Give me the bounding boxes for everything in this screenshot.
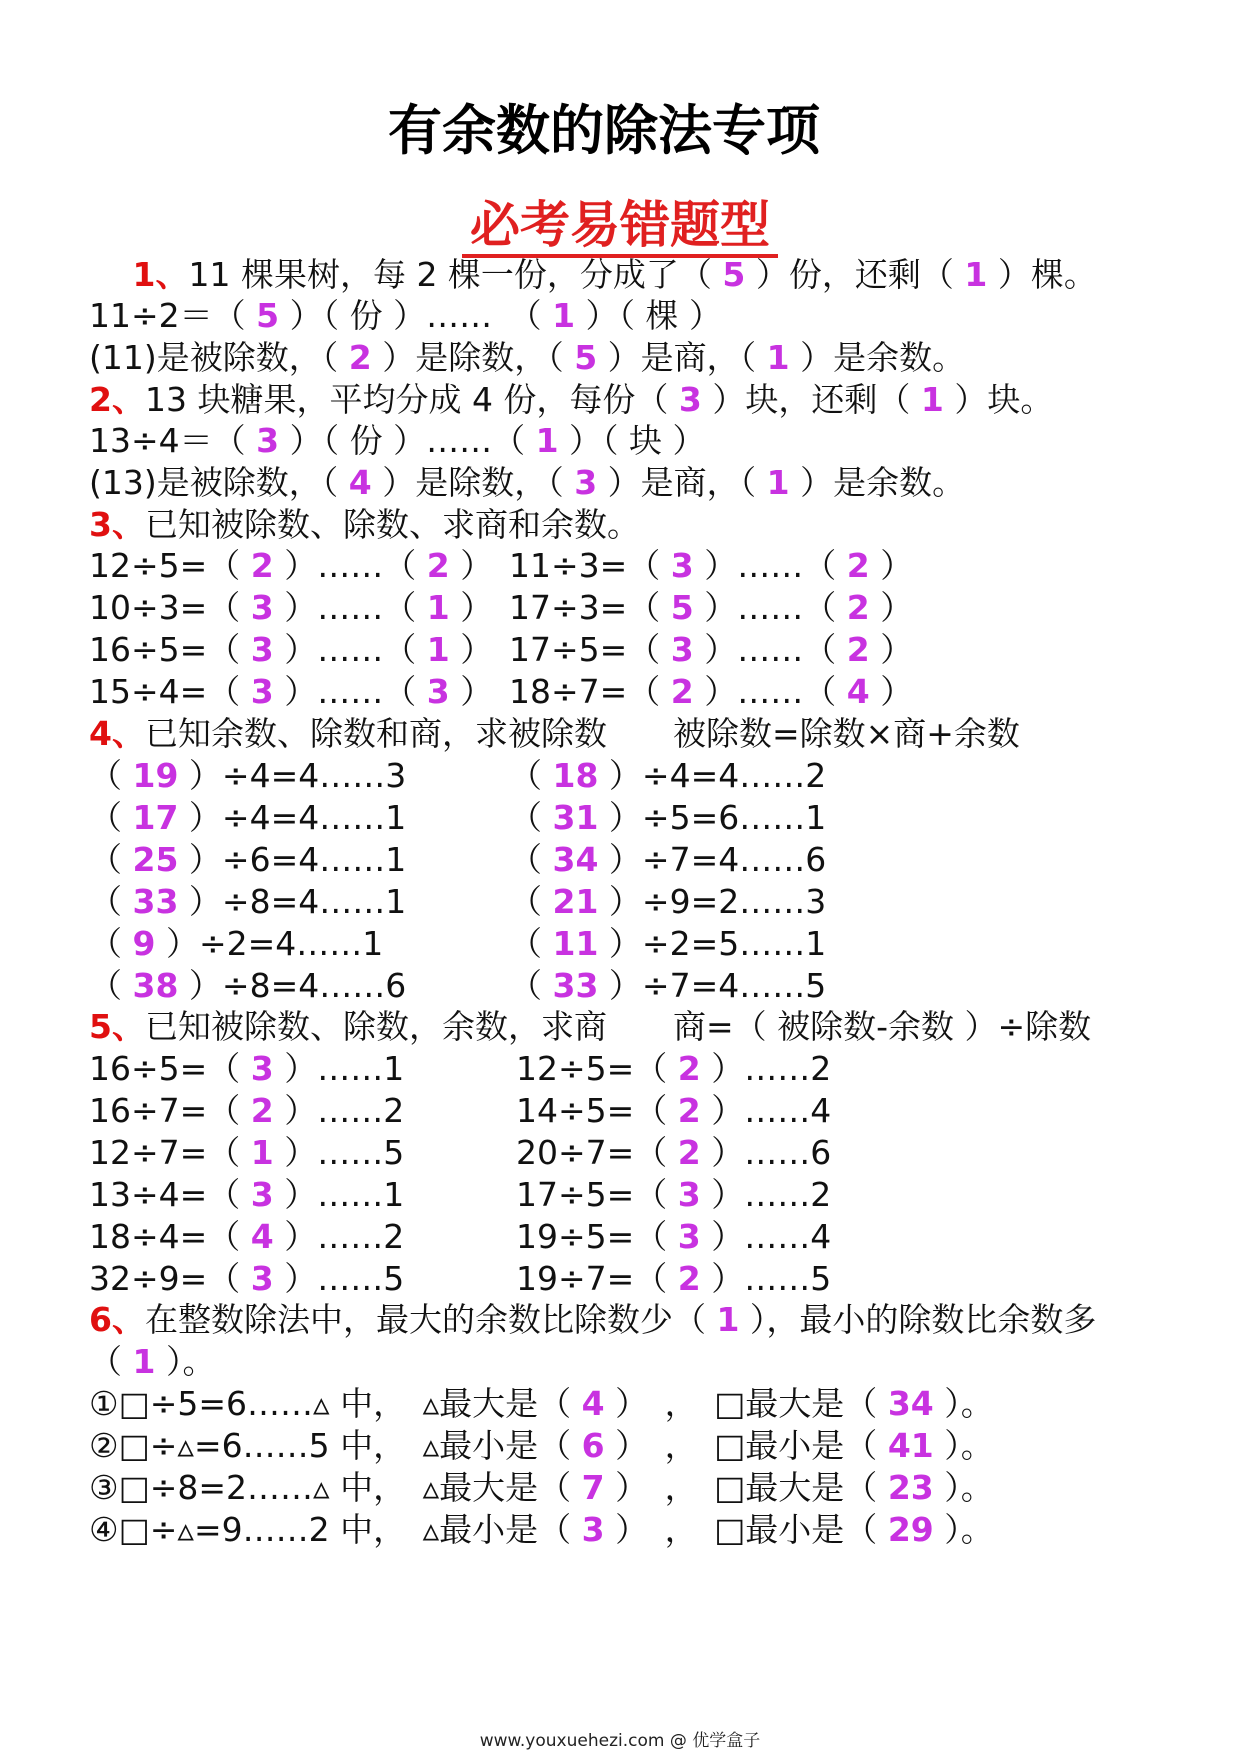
answer-value: 1 [766, 338, 790, 377]
line-text: ）是余数。 [789, 463, 966, 502]
line-text: 11÷2＝（ [89, 296, 257, 335]
line-text: ）……1 [273, 1049, 405, 1088]
line-text: ）。 [155, 1342, 216, 1381]
line-text: ）。 [933, 1384, 994, 1423]
line-text: ） [449, 546, 494, 585]
answer-value: 29 [887, 1510, 934, 1549]
line-text: （ [509, 924, 553, 963]
question-number: 2、 [89, 380, 145, 419]
answer-value: 3 [250, 1259, 274, 1298]
worksheet-line [89, 923, 383, 965]
answer-value: 1 [964, 255, 988, 294]
line-text: （ [509, 798, 553, 837]
worksheet-line [89, 545, 493, 587]
worksheet-line [509, 881, 826, 923]
answer-value: 4 [846, 672, 870, 711]
line-text: 16÷5=（ [89, 630, 251, 669]
worksheet-line [89, 379, 1053, 421]
line-text: ）。 [933, 1510, 994, 1549]
answer-value: 3 [426, 672, 450, 711]
line-text: ）÷2=5……1 [598, 924, 827, 963]
line-text: ）……（ [273, 588, 427, 627]
answer-value: 33 [552, 966, 599, 1005]
worksheet-line [89, 1090, 404, 1132]
worksheet-line [89, 1299, 1096, 1341]
answer-value: 4 [250, 1217, 274, 1256]
answer-value: 7 [581, 1468, 605, 1507]
worksheet-line [509, 545, 913, 587]
answer-value: 1 [426, 630, 450, 669]
worksheet-line [89, 254, 1097, 296]
answer-value: 2 [846, 546, 870, 585]
line-text: ）块。 [943, 380, 1054, 419]
worksheet-line [89, 1383, 994, 1425]
line-text: ） ， □最小是（ [604, 1510, 888, 1549]
line-text: ）÷4=4……1 [178, 798, 407, 837]
answer-value: 2 [677, 1049, 701, 1088]
line-text: ）是除数，（ [371, 463, 575, 502]
line-text: ） ， □最大是（ [604, 1384, 888, 1423]
worksheet-line [89, 1006, 1091, 1048]
line-text: 10÷3=（ [89, 588, 251, 627]
answer-value: 3 [256, 421, 280, 460]
worksheet-line [516, 1132, 831, 1174]
worksheet-line [509, 587, 913, 629]
line-text: ）……（ [273, 546, 427, 585]
answer-value: 38 [132, 966, 179, 1005]
line-text: ） ， □最小是（ [604, 1426, 888, 1465]
worksheet-line [509, 797, 826, 839]
answer-value: 33 [132, 882, 179, 921]
line-text: （ [89, 966, 133, 1005]
line-text: 19÷7=（ [516, 1259, 678, 1298]
line-text: ）÷8=4……1 [178, 882, 407, 921]
answer-value: 2 [250, 546, 274, 585]
answer-value: 2 [348, 338, 372, 377]
answer-value: 3 [250, 672, 274, 711]
worksheet-line [516, 1174, 831, 1216]
worksheet-line [89, 629, 493, 671]
worksheet-line [89, 755, 406, 797]
line-text: 13 块糖果，平均分成 4 份，每份（ [144, 380, 679, 419]
answer-value: 5 [574, 338, 598, 377]
line-text: （ [509, 756, 553, 795]
question-number: 5、 [89, 1007, 145, 1046]
line-text: 17÷5=（ [516, 1175, 678, 1214]
line-text: ）（ 块 ） [558, 421, 706, 460]
answer-value: 1 [920, 380, 944, 419]
line-text: 18÷4=（ [89, 1217, 251, 1256]
line-text: ）……（ [273, 672, 427, 711]
worksheet-line [89, 1425, 994, 1467]
answer-value: 5 [722, 255, 746, 294]
answer-value: 3 [670, 546, 694, 585]
line-text: ）÷6=4……1 [178, 840, 407, 879]
line-text: ）÷7=4……5 [598, 966, 827, 1005]
answer-value: 2 [846, 588, 870, 627]
line-text: ）÷7=4……6 [598, 840, 827, 879]
answer-value: 34 [887, 1384, 934, 1423]
answer-value: 19 [132, 756, 179, 795]
line-text: ）÷4=4……2 [598, 756, 827, 795]
line-text: ③□÷8=2……▵ 中， ▵最大是（ [89, 1468, 582, 1507]
answer-value: 5 [670, 588, 694, 627]
line-text: 已知余数、除数和商，求被除数 被除数=除数×商+余数 [144, 714, 1020, 753]
answer-value: 34 [552, 840, 599, 879]
worksheet-line [516, 1258, 831, 1300]
line-text: ） [869, 546, 914, 585]
worksheet-line [509, 629, 913, 671]
answer-value: 2 [846, 630, 870, 669]
answer-value: 3 [677, 1217, 701, 1256]
worksheet-line [516, 1048, 831, 1090]
answer-value: 41 [887, 1426, 934, 1465]
worksheet-line [516, 1090, 831, 1132]
worksheet-line [509, 965, 826, 1007]
line-text: （ [89, 798, 133, 837]
line-text: 已知被除数、除数、求商和余数。 [144, 505, 640, 544]
worksheet-line [89, 713, 1020, 755]
worksheet-line [509, 755, 826, 797]
line-text: ）……2 [700, 1049, 832, 1088]
worksheet-line [89, 1341, 215, 1383]
answer-value: 25 [132, 840, 179, 879]
line-text: 15÷4=（ [89, 672, 251, 711]
answer-value: 3 [250, 1049, 274, 1088]
line-text: 13÷4=（ [89, 1175, 251, 1214]
worksheet-line [89, 965, 406, 1007]
line-text: （ [509, 840, 553, 879]
line-text: ）份，还剩（ [745, 255, 965, 294]
question-number: 6、 [89, 1300, 145, 1339]
line-text: ）……（ [273, 630, 427, 669]
line-text: ）÷9=2……3 [598, 882, 827, 921]
line-text: ④□÷▵=9……2 中， ▵最小是（ [89, 1510, 582, 1549]
line-text: ）……5 [700, 1259, 832, 1298]
worksheet-line [89, 1509, 994, 1551]
line-text: ）（ 份 ）……（ [279, 421, 536, 460]
line-text: （ [509, 882, 553, 921]
answer-value: 2 [670, 672, 694, 711]
line-text: 14÷5=（ [516, 1091, 678, 1130]
line-text: ）……2 [273, 1217, 405, 1256]
worksheet-line [89, 881, 406, 923]
worksheet-line [89, 839, 406, 881]
line-text: 16÷5=（ [89, 1049, 251, 1088]
line-text: ②□÷▵=6……5 中， ▵最小是（ [89, 1426, 582, 1465]
line-text: 已知被除数、除数，余数，求商 商=（ 被除数-余数 ）÷除数 [144, 1007, 1092, 1046]
line-text: 13÷4＝（ [89, 421, 257, 460]
worksheet-line [516, 1216, 831, 1258]
line-text: ） [869, 588, 914, 627]
answer-value: 9 [132, 924, 156, 963]
line-text: ）（ 棵 ） [575, 296, 723, 335]
line-text: ①□÷5=6……▵ 中， ▵最大是（ [89, 1384, 582, 1423]
line-text: (11)是被除数，（ [89, 338, 349, 377]
worksheet-line [89, 1048, 404, 1090]
answer-value: 3 [678, 380, 702, 419]
answer-value: 5 [256, 296, 280, 335]
answer-value: 31 [552, 798, 599, 837]
line-text: ）……5 [273, 1133, 405, 1172]
line-text: ）÷2=4……1 [155, 924, 384, 963]
line-text: 12÷7=（ [89, 1133, 251, 1172]
line-text: ） [449, 672, 494, 711]
page-title: 有余数的除法专项 [388, 99, 820, 162]
line-text: ）……（ [693, 588, 847, 627]
answer-value: 2 [250, 1091, 274, 1130]
answer-value: 2 [677, 1133, 701, 1172]
answer-value: 4 [348, 463, 372, 502]
line-text: 11÷3=（ [509, 546, 671, 585]
answer-value: 1 [132, 1342, 156, 1381]
subtitle-text: 必考易错题型 [462, 196, 778, 258]
line-text: ）……（ [693, 630, 847, 669]
line-text: ） ， □最大是（ [604, 1468, 888, 1507]
line-text: 32÷9=（ [89, 1259, 251, 1298]
question-number: 3、 [89, 505, 145, 544]
line-text: 18÷7=（ [509, 672, 671, 711]
worksheet-line [89, 420, 706, 462]
answer-value: 1 [250, 1133, 274, 1172]
line-text: ）是商，（ [597, 463, 767, 502]
line-text: ）……（ [693, 672, 847, 711]
line-text: 12÷5=（ [89, 546, 251, 585]
line-text: ）……4 [700, 1091, 832, 1130]
answer-value: 21 [552, 882, 599, 921]
line-text: ） [449, 630, 494, 669]
line-text: ）（ 份 ）…… （ [279, 296, 553, 335]
worksheet-line [89, 1467, 994, 1509]
question-number: 1、 [132, 255, 189, 294]
answer-value: 6 [581, 1426, 605, 1465]
answer-value: 2 [677, 1091, 701, 1130]
answer-value: 1 [426, 588, 450, 627]
line-text: ） [869, 672, 914, 711]
line-text: 17÷3=（ [509, 588, 671, 627]
line-text: ），最小的除数比余数多 [739, 1300, 1097, 1339]
answer-value: 1 [766, 463, 790, 502]
line-text: (13)是被除数，（ [89, 463, 349, 502]
worksheet-line [89, 1174, 404, 1216]
worksheet-line [509, 671, 913, 713]
line-text: ） [869, 630, 914, 669]
answer-value: 3 [250, 1175, 274, 1214]
line-text: （ [89, 882, 133, 921]
answer-value: 3 [250, 630, 274, 669]
line-text: ）……5 [273, 1259, 405, 1298]
worksheet-line [89, 797, 406, 839]
line-text: （ [89, 840, 133, 879]
worksheet-line [509, 923, 826, 965]
line-text: 20÷7=（ [516, 1133, 678, 1172]
worksheet-line [89, 295, 722, 337]
line-text: （ [89, 924, 133, 963]
line-text: 19÷5=（ [516, 1217, 678, 1256]
line-text: ）……4 [700, 1217, 832, 1256]
line-text: ）是除数，（ [371, 338, 575, 377]
line-text: 在整数除法中，最大的余数比除数少（ [144, 1300, 717, 1339]
worksheet-line [89, 671, 493, 713]
line-text: 17÷5=（ [509, 630, 671, 669]
answer-value: 3 [250, 588, 274, 627]
answer-value: 4 [581, 1384, 605, 1423]
line-text: ）……2 [273, 1091, 405, 1130]
line-text: 12÷5=（ [516, 1049, 678, 1088]
worksheet-line [89, 337, 965, 379]
answer-value: 18 [552, 756, 599, 795]
line-text: ）是余数。 [789, 338, 966, 377]
line-text: ）……1 [273, 1175, 405, 1214]
answer-value: 3 [670, 630, 694, 669]
line-text: ）……（ [693, 546, 847, 585]
line-text: ）。 [933, 1468, 994, 1507]
line-text: ）是商，（ [597, 338, 767, 377]
page-subtitle [0, 192, 1240, 258]
worksheet-line [509, 839, 826, 881]
answer-value: 2 [677, 1259, 701, 1298]
line-text: （ [89, 756, 133, 795]
line-text: ）÷8=4……6 [178, 966, 407, 1005]
line-text: （ [89, 1342, 133, 1381]
line-text: ）……6 [700, 1133, 832, 1172]
question-number: 4、 [89, 714, 145, 753]
answer-value: 1 [535, 421, 559, 460]
worksheet-line [89, 587, 493, 629]
line-text: ）棵。 [987, 255, 1097, 294]
answer-value: 23 [887, 1468, 934, 1507]
line-text: ）÷5=6……1 [598, 798, 827, 837]
line-text: 11 棵果树，每 2 棵一份，分成了（ [188, 255, 723, 294]
footer-watermark: www.youxuehezi.com @ 优学盒子 [479, 1731, 761, 1751]
worksheet-line [89, 504, 640, 546]
worksheet-line [89, 1132, 404, 1174]
line-text: （ [509, 966, 553, 1005]
answer-value: 1 [716, 1300, 740, 1339]
answer-value: 1 [552, 296, 576, 335]
line-text: ）……2 [700, 1175, 832, 1214]
line-text [89, 255, 133, 294]
worksheet-line [89, 1216, 404, 1258]
line-text: ） [449, 588, 494, 627]
worksheet-line [89, 462, 965, 504]
answer-value: 3 [581, 1510, 605, 1549]
line-text: ）÷4=4……3 [178, 756, 407, 795]
answer-value: 11 [552, 924, 599, 963]
answer-value: 17 [132, 798, 179, 837]
line-text: ）。 [933, 1426, 994, 1465]
answer-value: 3 [574, 463, 598, 502]
answer-value: 3 [677, 1175, 701, 1214]
worksheet-line [89, 1258, 404, 1300]
line-text: 16÷7=（ [89, 1091, 251, 1130]
line-text: ）块，还剩（ [701, 380, 921, 419]
answer-value: 2 [426, 546, 450, 585]
